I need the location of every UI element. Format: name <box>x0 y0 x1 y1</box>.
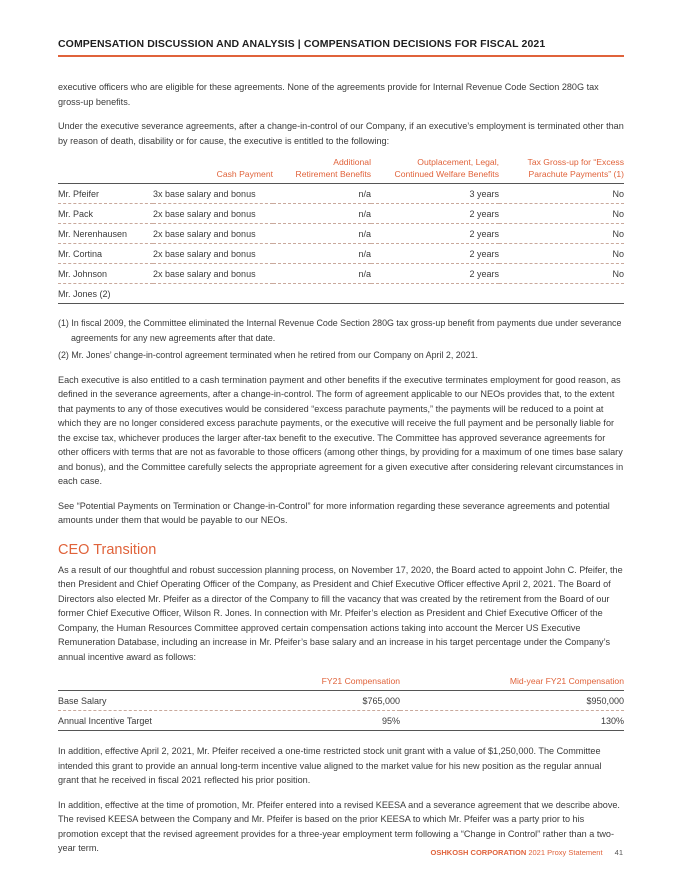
row-executive-name: Mr. Pack <box>58 204 153 224</box>
row-label: Annual Incentive Target <box>58 711 238 731</box>
table-row <box>58 244 624 264</box>
section-header: COMPENSATION DISCUSSION AND ANALYSIS | COMPENSATION DECISIONS FOR FISCAL 2021 <box>58 38 546 50</box>
row-cash-payment: 2x base salary and bonus <box>153 244 273 264</box>
row-welfare <box>371 284 499 304</box>
table-header-row <box>58 156 624 184</box>
table-row <box>58 264 624 284</box>
row-cash-payment: 2x base salary and bonus <box>153 204 273 224</box>
row-midyear-value: 130% <box>400 711 624 731</box>
column-header-cash-payment: Cash Payment <box>153 156 273 184</box>
keesa-paragraph: In addition, effective at the time of promotion, Mr. Pfeifer entered into a revised KEESA and a severance agreement that we describe above. The revised KEESA between the Company and Mr. Pfeifer is based on the prior KEESA to which Mr. Pfeifer was a party prior to his promotion except that the revised agreement provides for a three-year employment term following a “Change in Control” rather than a two-year term. <box>58 799 620 853</box>
column-header-executive <box>58 156 153 184</box>
row-welfare: 2 years <box>371 224 499 244</box>
see-reference-paragraph: See “Potential Payments on Termination or Change-in-Control” for more information regarding these severance agreements and potential amounts under them that would be payable to our NEOs. <box>58 500 610 525</box>
column-header-tax-gross-up: Tax Gross-up for “Excess Parachute Payments” (1) <box>499 156 624 184</box>
row-tax-gross-up: No <box>499 224 624 244</box>
row-tax-gross-up: No <box>499 244 624 264</box>
row-fy21-value: 95% <box>238 711 400 731</box>
row-welfare: 2 years <box>371 264 499 284</box>
row-fy21-value: $765,000 <box>238 691 400 711</box>
footer-document: 2021 Proxy Statement <box>528 848 603 857</box>
footnote-2: (2) Mr. Jones’ change-in-control agreement terminated when he retired from our Company on April 2, 2021. <box>58 350 478 360</box>
column-header-retirement: Additional Retirement Benefits <box>273 156 371 184</box>
row-cash-payment: 2x base salary and bonus <box>153 264 273 284</box>
page-number: 41 <box>614 848 623 857</box>
ceo-transition-paragraph: As a result of our thoughtful and robust succession planning process, on November 17, 2020, the Board acted to appoint John C. Pfeifer, the then President and Chief Operating Officer of the Company, as President and Chief Executive Officer effective April 2, 2021. The Board of Directors also elected Mr. Pfeifer as a director of the Company to fill the vacancy that was created by the retirement from the Board of our former Chief Executive Officer, Wilson R. Jones. In connection with Mr. Pfeifer’s election as President and Chief Executive Officer of the Company, the Human Resources Committee approved certain compensation actions taking into account the Mercer US Executive Remuneration Database, including an increase in Mr. Pfeifer’s base salary and an increase in his target percentage under the Company’s annual incentive award as follows: <box>58 564 623 662</box>
intro-paragraph: executive officers who are eligible for these agreements. None of the agreements provide for Internal Revenue Code Section 280G tax gross-up benefits. <box>58 82 599 107</box>
column-header-item <box>58 675 238 691</box>
table-row <box>58 284 624 304</box>
table-footnotes <box>58 316 624 363</box>
table-row <box>58 184 624 204</box>
row-retirement: n/a <box>273 264 371 284</box>
row-cash-payment: 3x base salary and bonus <box>153 184 273 204</box>
table-row <box>58 204 624 224</box>
table-row <box>58 224 624 244</box>
row-cash-payment <box>153 284 273 304</box>
severance-intro-paragraph: Under the executive severance agreements, after a change-in-control of our Company, if an executive’s employment is terminated other than by reason of death, disability or for cause, the executive is entitled to the following: <box>58 121 624 146</box>
row-retirement: n/a <box>273 204 371 224</box>
severance-table <box>58 156 624 304</box>
column-header-midyear: Mid-year FY21 Compensation <box>400 675 624 691</box>
row-welfare: 3 years <box>371 184 499 204</box>
row-executive-name: Mr. Jones (2) <box>58 284 153 304</box>
row-retirement: n/a <box>273 184 371 204</box>
row-label: Base Salary <box>58 691 238 711</box>
page-footer <box>431 848 623 857</box>
table-row <box>58 691 624 711</box>
footnote-1: (1) In fiscal 2009, the Committee eliminated the Internal Revenue Code Section 280G tax gross-up benefit from payments due under severance agreements for any new agreements after that date. <box>58 318 622 343</box>
row-tax-gross-up: No <box>499 184 624 204</box>
column-header-welfare: Outplacement, Legal, Continued Welfare Benefits <box>371 156 499 184</box>
ceo-transition-heading: CEO Transition <box>58 541 157 558</box>
rsu-grant-paragraph: In addition, effective April 2, 2021, Mr. Pfeifer received a one-time restricted stock unit grant with a value of $1,250,000. The Committee intended this grant to provide an annual long-term incentive value aligned to the market value for his new position as the regular annual grant that he received in fiscal 2021 reflected his prior position. <box>58 746 602 785</box>
row-executive-name: Mr. Johnson <box>58 264 153 284</box>
row-retirement: n/a <box>273 224 371 244</box>
ceo-compensation-table <box>58 675 624 731</box>
table-row <box>58 711 624 731</box>
row-executive-name: Mr. Nerenhausen <box>58 224 153 244</box>
cash-termination-paragraph: Each executive is also entitled to a cash termination payment and other benefits if the executive terminates employment for good reason, as defined in the severance agreements, after a change-in-control. The form of agreement applicable to our NEOs provides that, to the extent that payments to any of those executives would be considered “excess parachute payments,” the payments will be reduced to a point at which they are no longer considered excess parachute payments, or the executive will receive the full payment and be personally liable for the excise tax, whichever produces the larger after-tax benefit to the executive. The Committee has approved severance agreements for other officers with terms that are not as favorable to those officers (among other things, by providing for a maximum of one times base salary and bonus), and the Committee carefully selects the appropriate agreement for a given executive after considering relevant circumstances in each case. <box>58 374 624 486</box>
row-cash-payment: 2x base salary and bonus <box>153 224 273 244</box>
row-tax-gross-up: No <box>499 264 624 284</box>
row-executive-name: Mr. Cortina <box>58 244 153 264</box>
row-retirement: n/a <box>273 244 371 264</box>
table-header-row <box>58 675 624 691</box>
section-divider <box>58 55 624 57</box>
row-tax-gross-up: No <box>499 204 624 224</box>
row-midyear-value: $950,000 <box>400 691 624 711</box>
row-tax-gross-up <box>499 284 624 304</box>
footer-brand: OSHKOSH CORPORATION <box>430 848 527 857</box>
row-executive-name: Mr. Pfeifer <box>58 184 153 204</box>
column-header-fy21: FY21 Compensation <box>238 675 400 691</box>
main-content <box>58 80 624 856</box>
row-retirement <box>273 284 371 304</box>
row-welfare: 2 years <box>371 244 499 264</box>
row-welfare: 2 years <box>371 204 499 224</box>
